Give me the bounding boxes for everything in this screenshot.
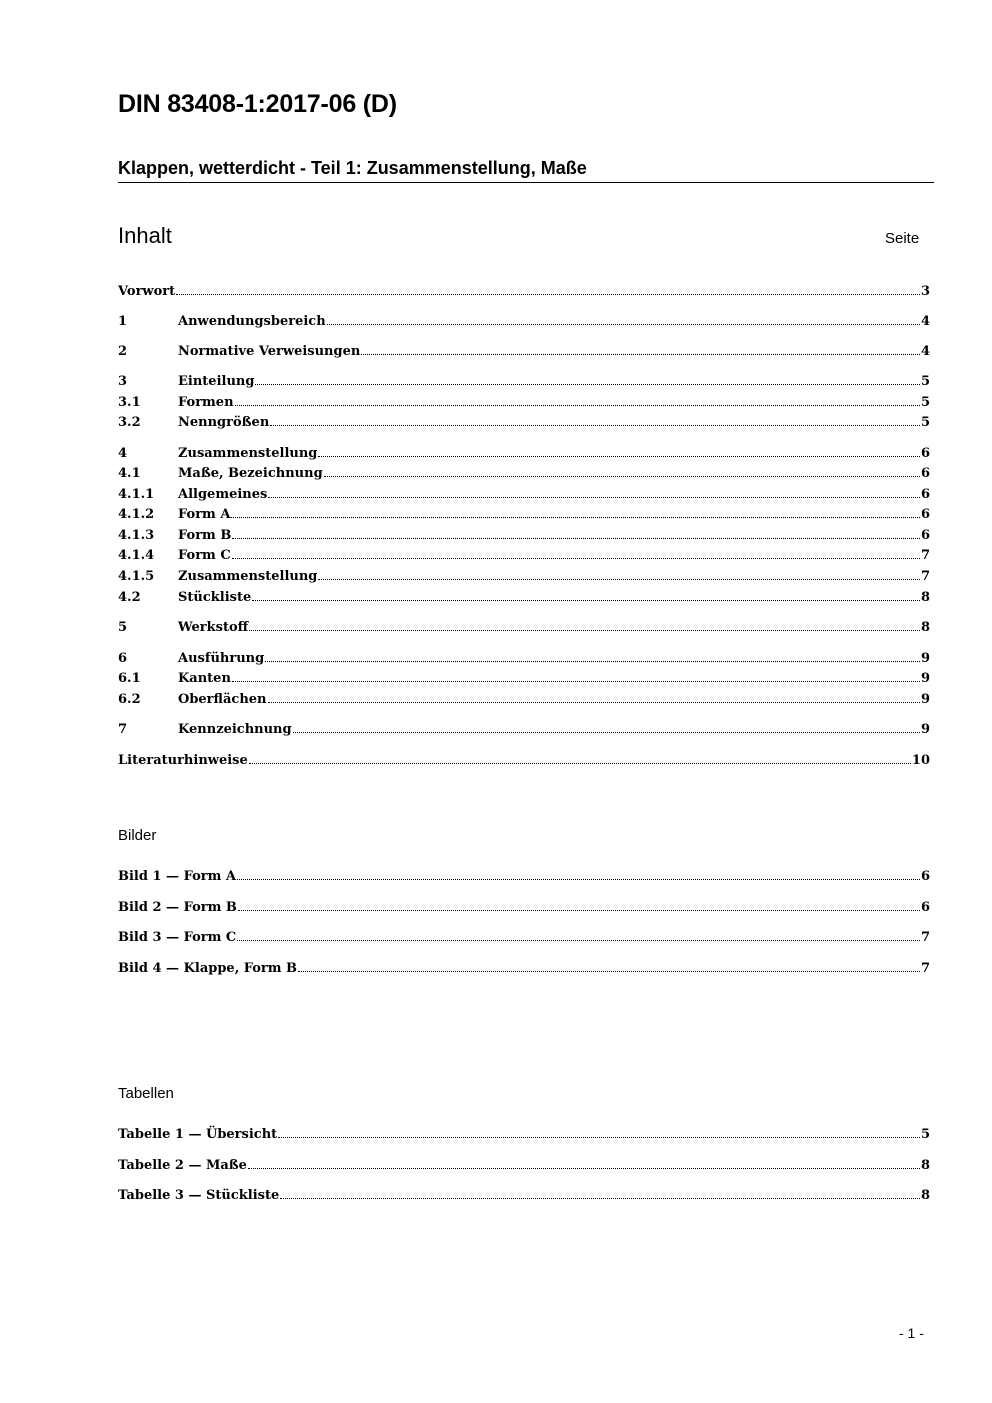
toc-entry-page: 5 bbox=[920, 374, 930, 389]
table-entry[interactable] bbox=[118, 1183, 930, 1203]
dot-leader bbox=[268, 497, 920, 498]
toc-entry[interactable] bbox=[118, 564, 930, 584]
toc-entry[interactable] bbox=[118, 717, 930, 737]
toc-entry-number: 6.2 bbox=[118, 692, 141, 707]
toc-entry[interactable] bbox=[118, 646, 930, 666]
page-column-heading: Seite bbox=[885, 230, 920, 247]
dot-leader bbox=[280, 1198, 920, 1199]
table-entry-page: 8 bbox=[920, 1158, 930, 1173]
toc-entry[interactable] bbox=[118, 369, 930, 389]
toc-entry[interactable] bbox=[118, 309, 930, 329]
toc-entry-page: 6 bbox=[920, 466, 930, 481]
toc-entry-number: 5 bbox=[118, 620, 128, 635]
toc-entry-label: Kanten bbox=[178, 671, 231, 686]
table-entry-page: 5 bbox=[920, 1127, 930, 1142]
figures-heading: Bilder bbox=[118, 827, 157, 844]
dot-leader bbox=[327, 324, 920, 325]
dot-leader bbox=[265, 661, 920, 662]
toc-entry-page: 6 bbox=[920, 487, 930, 502]
dot-leader bbox=[293, 732, 920, 733]
figure-entry[interactable] bbox=[118, 864, 930, 884]
toc-entry-label: Form B bbox=[178, 528, 232, 543]
dot-leader bbox=[238, 910, 920, 911]
toc-entry-label: Vorwort bbox=[118, 284, 176, 299]
toc-entry-page: 6 bbox=[920, 528, 930, 543]
toc-entry-literaturhinweise[interactable] bbox=[118, 748, 930, 768]
dot-leader bbox=[237, 940, 920, 941]
table-entry[interactable] bbox=[118, 1122, 930, 1142]
toc-entry-number: 1 bbox=[118, 314, 128, 329]
table-entry[interactable] bbox=[118, 1153, 930, 1173]
dot-leader bbox=[255, 384, 920, 385]
toc-entry-page: 7 bbox=[920, 569, 930, 584]
toc-entry-label: Literaturhinweise bbox=[118, 753, 248, 768]
figure-entry-label: Bild 1 — Form A bbox=[118, 869, 236, 884]
toc-entry-label: Zusammenstellung bbox=[178, 446, 318, 461]
toc-entry-label: Allgemeines bbox=[178, 487, 268, 502]
dot-leader bbox=[249, 630, 920, 631]
toc-entry-label: Anwendungsbereich bbox=[178, 314, 326, 329]
toc-entry-number: 4.1.5 bbox=[118, 569, 155, 584]
dot-leader bbox=[231, 517, 920, 518]
toc-entry-label: Stückliste bbox=[178, 590, 252, 605]
toc-entry-label: Form C bbox=[178, 548, 231, 563]
toc-entry-number: 2 bbox=[118, 344, 128, 359]
toc-entry-page: 5 bbox=[920, 395, 930, 410]
toc-entry-label: Oberflächen bbox=[178, 692, 267, 707]
toc-entry[interactable] bbox=[118, 390, 930, 410]
figure-entry-label: Bild 2 — Form B bbox=[118, 900, 237, 915]
toc-entry[interactable] bbox=[118, 482, 930, 502]
toc-entry-number: 6.1 bbox=[118, 671, 141, 686]
toc-entry-page: 9 bbox=[920, 651, 930, 666]
toc-entry-number: 3 bbox=[118, 374, 128, 389]
toc-entry-label: Zusammenstellung bbox=[178, 569, 318, 584]
toc-entry-page: 5 bbox=[920, 415, 930, 430]
toc-entry[interactable] bbox=[118, 615, 930, 635]
toc-entry[interactable] bbox=[118, 666, 930, 686]
toc-entry-number: 3.1 bbox=[118, 395, 141, 410]
toc-entry-number: 4.1 bbox=[118, 466, 141, 481]
toc-entry[interactable] bbox=[118, 543, 930, 563]
dot-leader bbox=[318, 579, 920, 580]
figure-entry[interactable] bbox=[118, 925, 930, 945]
table-entry-label: Tabelle 3 — Stückliste bbox=[118, 1188, 280, 1203]
toc-entry-number: 4.1.1 bbox=[118, 487, 155, 502]
toc-entry-label: Nenngrößen bbox=[178, 415, 270, 430]
toc-entry-label: Formen bbox=[178, 395, 234, 410]
dot-leader bbox=[318, 456, 920, 457]
figure-entry-page: 7 bbox=[920, 961, 930, 976]
toc-entry-page: 6 bbox=[920, 446, 930, 461]
dot-leader bbox=[248, 1168, 920, 1169]
toc-entry-page: 7 bbox=[920, 548, 930, 563]
toc-entry-page: 3 bbox=[920, 284, 930, 299]
toc-entry[interactable] bbox=[118, 339, 930, 359]
toc-entry-label: Ausführung bbox=[178, 651, 265, 666]
figure-entry-page: 6 bbox=[920, 900, 930, 915]
toc-entry-number: 4 bbox=[118, 446, 128, 461]
table-entry-label: Tabelle 1 — Übersicht bbox=[118, 1127, 278, 1142]
toc-entry-page: 4 bbox=[920, 314, 930, 329]
toc-entry-page: 10 bbox=[911, 753, 930, 768]
toc-entry[interactable] bbox=[118, 461, 930, 481]
toc-entry-label: Normative Verweisungen bbox=[178, 344, 361, 359]
toc-entry-page: 4 bbox=[920, 344, 930, 359]
toc-entry-page: 8 bbox=[920, 620, 930, 635]
dot-leader bbox=[361, 354, 920, 355]
toc-entry-page: 8 bbox=[920, 590, 930, 605]
toc-entry-page: 9 bbox=[920, 722, 930, 737]
toc-entry-label: Kennzeichnung bbox=[178, 722, 292, 737]
toc-entry-page: 9 bbox=[920, 692, 930, 707]
document-title: Klappen, wetterdicht - Teil 1: Zusammenstellung, Maße bbox=[118, 158, 934, 183]
toc-entry-label: Form A bbox=[178, 507, 231, 522]
table-entry-label: Tabelle 2 — Maße bbox=[118, 1158, 247, 1173]
document-number: DIN 83408-1:2017-06 (D) bbox=[118, 90, 397, 118]
toc-entry[interactable] bbox=[118, 523, 930, 543]
dot-leader bbox=[252, 600, 920, 601]
toc-entry-label: Maße, Bezeichnung bbox=[178, 466, 323, 481]
page-number: - 1 - bbox=[899, 1325, 924, 1341]
dot-leader bbox=[237, 879, 920, 880]
figure-entry-label: Bild 3 — Form C bbox=[118, 930, 237, 945]
dot-leader bbox=[324, 476, 920, 477]
toc-entry[interactable] bbox=[118, 687, 930, 707]
toc-entry-number: 4.2 bbox=[118, 590, 141, 605]
figure-entry-label: Bild 4 — Klappe, Form B bbox=[118, 961, 298, 976]
toc-entry-number: 4.1.2 bbox=[118, 507, 155, 522]
toc-entry-label: Einteilung bbox=[178, 374, 255, 389]
toc-entry-page: 9 bbox=[920, 671, 930, 686]
tables-heading: Tabellen bbox=[118, 1085, 174, 1102]
dot-leader bbox=[270, 425, 920, 426]
figure-entry-page: 6 bbox=[920, 869, 930, 884]
toc-entry-number: 3.2 bbox=[118, 415, 141, 430]
dot-leader bbox=[232, 538, 920, 539]
dot-leader bbox=[268, 702, 920, 703]
toc-entry-label: Werkstoff bbox=[178, 620, 249, 635]
toc-entry-vorwort[interactable] bbox=[118, 279, 930, 299]
dot-leader bbox=[232, 681, 920, 682]
dot-leader bbox=[249, 763, 911, 764]
figure-entry[interactable] bbox=[118, 956, 930, 976]
dot-leader bbox=[235, 405, 920, 406]
toc-heading: Inhalt bbox=[118, 223, 172, 248]
toc-entry-number: 6 bbox=[118, 651, 128, 666]
toc-entry-number: 4.1.4 bbox=[118, 548, 155, 563]
dot-leader bbox=[232, 558, 920, 559]
toc-entry[interactable] bbox=[118, 410, 930, 430]
toc-entry-number: 4.1.3 bbox=[118, 528, 155, 543]
toc-entry[interactable] bbox=[118, 502, 930, 522]
toc-entry[interactable] bbox=[118, 585, 930, 605]
dot-leader bbox=[298, 971, 920, 972]
toc-entry[interactable] bbox=[118, 441, 930, 461]
dot-leader bbox=[278, 1137, 920, 1138]
figure-entry-page: 7 bbox=[920, 930, 930, 945]
toc-entry-number: 7 bbox=[118, 722, 128, 737]
figure-entry[interactable] bbox=[118, 895, 930, 915]
dot-leader bbox=[176, 294, 920, 295]
toc-entry-page: 6 bbox=[920, 507, 930, 522]
table-entry-page: 8 bbox=[920, 1188, 930, 1203]
